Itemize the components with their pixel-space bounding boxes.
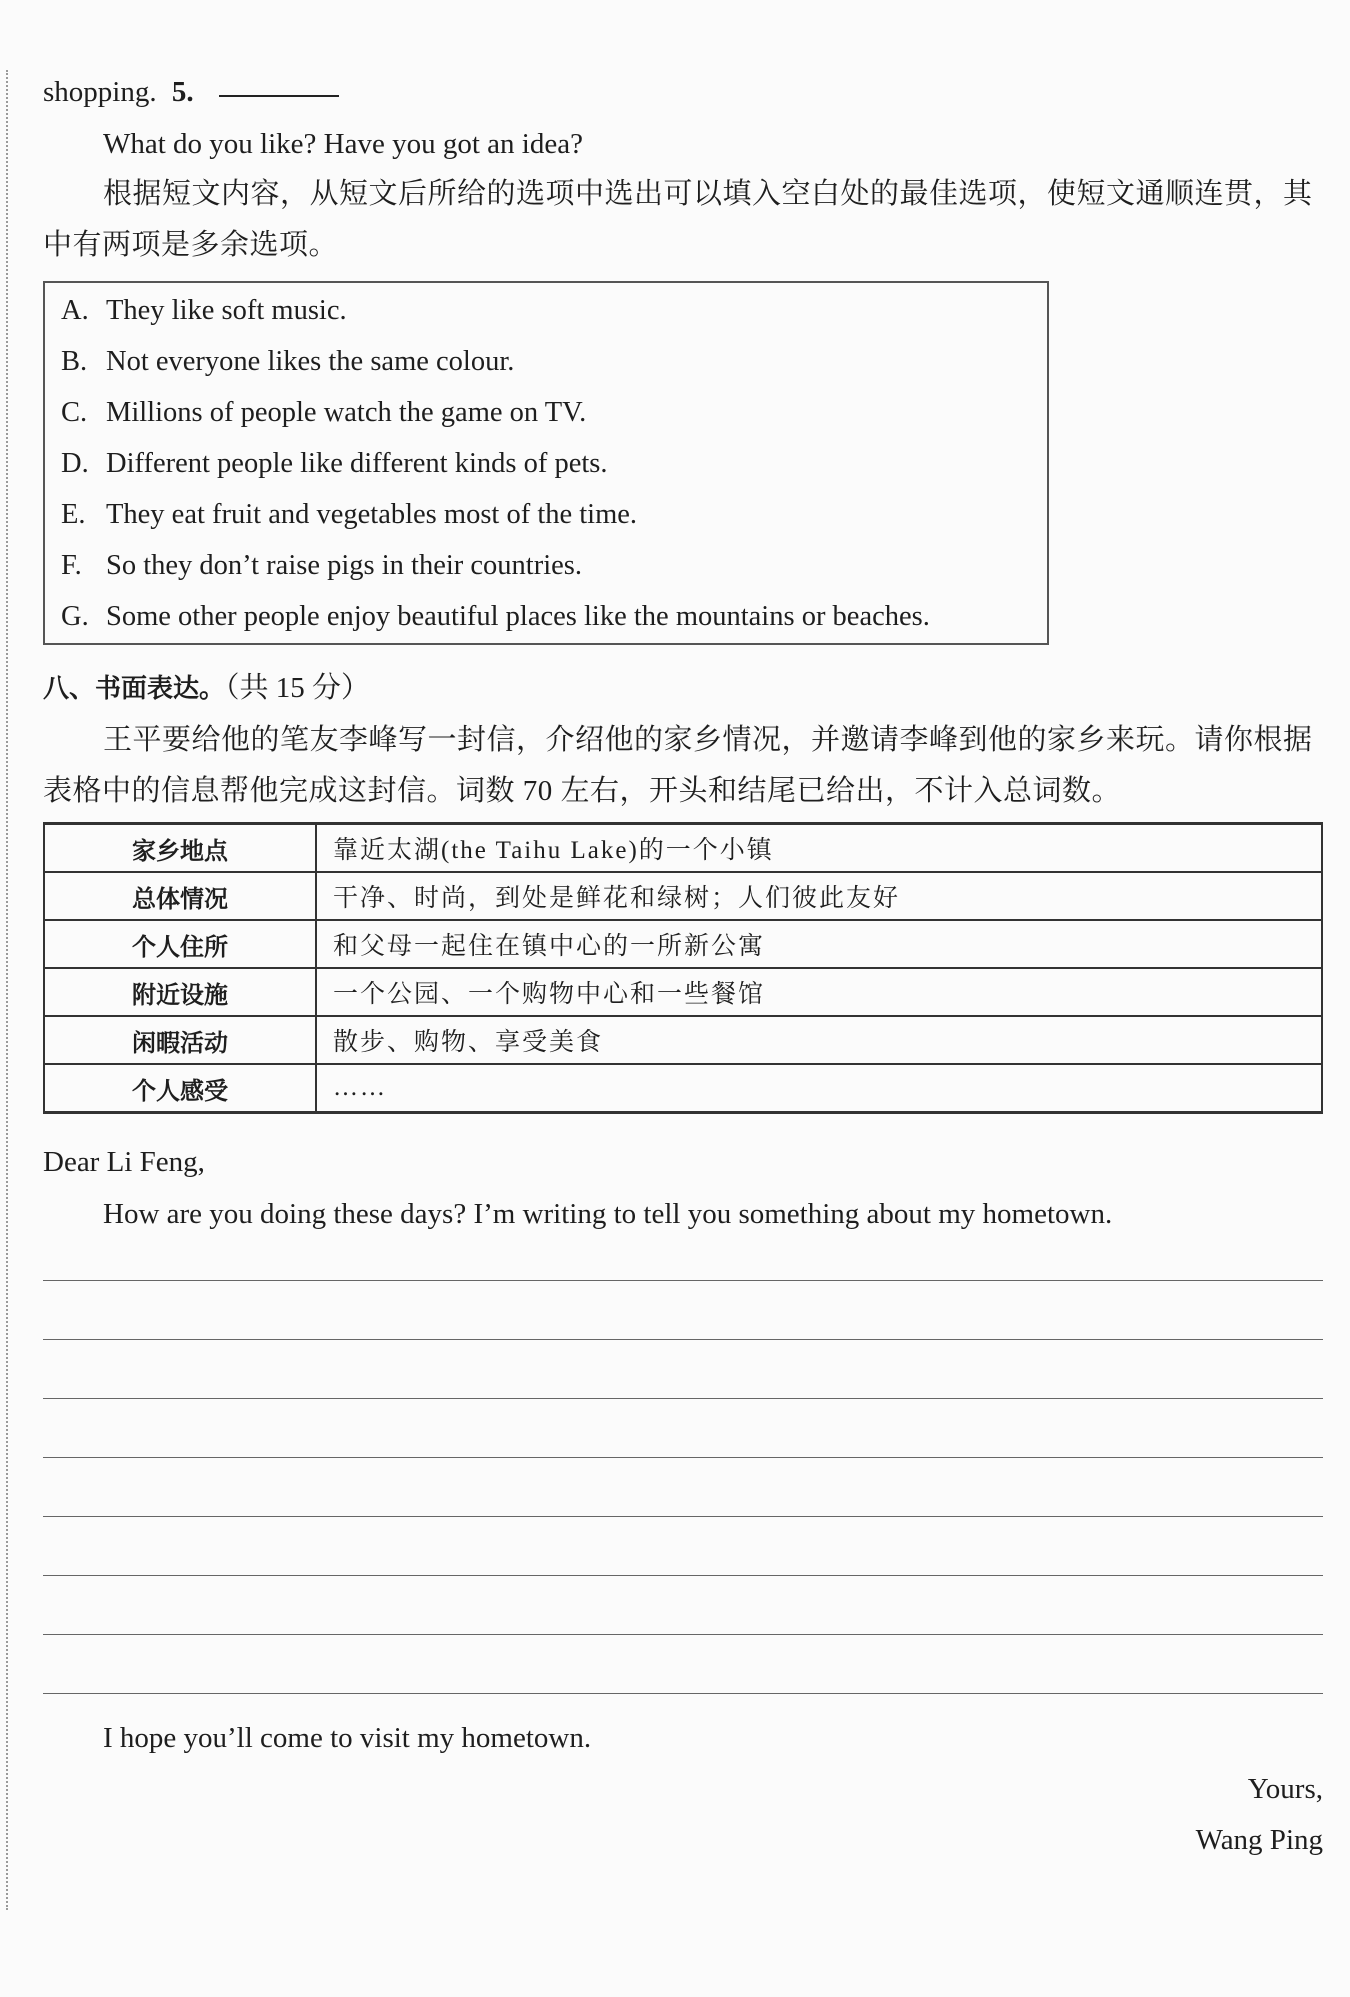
writing-line-5[interactable] xyxy=(43,1516,1323,1517)
row-value: 干净、时尚，到处是鲜花和绿树；人们彼此友好 xyxy=(316,872,1322,920)
table-row xyxy=(44,968,1322,1016)
option-a xyxy=(61,291,347,331)
table-row xyxy=(44,824,1322,873)
writing-line-3[interactable] xyxy=(43,1398,1323,1399)
option-text: They eat fruit and vegetables most of the time. xyxy=(106,499,638,530)
option-f xyxy=(61,546,582,586)
letter-greeting: Dear Li Feng, xyxy=(43,1146,205,1178)
section-8-heading: 八、书面表达。 xyxy=(43,674,226,704)
row-value: 靠近太湖(the Taihu Lake)的一个小镇 xyxy=(316,824,1322,873)
letter-signature: Wang Ping xyxy=(1195,1824,1323,1856)
table-row xyxy=(44,920,1322,968)
option-letter: D. xyxy=(61,448,89,479)
binding-margin-line xyxy=(6,70,8,1910)
table-row xyxy=(44,872,1322,920)
passage-text-fragment: shopping. xyxy=(43,76,157,108)
passage-last-line: What do you like? Have you got an idea? xyxy=(103,128,583,160)
instructions-line-2: 中有两项是多余选项。 xyxy=(43,229,339,261)
option-letter: F. xyxy=(61,550,82,581)
row-value: …… xyxy=(316,1064,1322,1113)
option-letter: C. xyxy=(61,397,88,428)
writing-line-1[interactable] xyxy=(43,1280,1323,1281)
option-letter: G. xyxy=(61,601,89,632)
writing-line-6[interactable] xyxy=(43,1575,1323,1576)
option-text: They like soft music. xyxy=(106,295,347,326)
writing-prompt-line-2: 表格中的信息帮他完成这封信。词数 70 左右，开头和结尾已给出，不计入总词数。 xyxy=(43,775,1122,807)
option-text: Different people like different kinds of pets. xyxy=(106,448,608,479)
answer-blank-5[interactable] xyxy=(219,94,339,97)
passage-ending-line xyxy=(43,72,339,112)
row-label: 个人感受 xyxy=(44,1064,316,1113)
writing-line-7[interactable] xyxy=(43,1634,1323,1635)
option-b xyxy=(61,342,514,382)
writing-line-8[interactable] xyxy=(43,1693,1323,1694)
option-text: Millions of people watch the game on TV. xyxy=(106,397,587,428)
question-number: 5. xyxy=(171,76,194,108)
letter-opening: How are you doing these days? I’m writing to tell you something about my hometown. xyxy=(103,1198,1113,1230)
option-e xyxy=(61,495,637,535)
letter-signoff: Yours, xyxy=(1247,1773,1323,1805)
option-letter: A. xyxy=(61,295,89,326)
row-value: 散步、购物、享受美食 xyxy=(316,1016,1322,1064)
row-value: 和父母一起住在镇中心的一所新公寓 xyxy=(316,920,1322,968)
option-text: Some other people enjoy beautiful places like the mountains or beaches. xyxy=(106,601,930,632)
option-c xyxy=(61,393,586,433)
writing-line-4[interactable] xyxy=(43,1457,1323,1458)
option-g xyxy=(61,597,930,637)
writing-prompt-line-1: 王平要给他的笔友李峰写一封信，介绍他的家乡情况，并邀请李峰到他的家乡来玩。请你根据 xyxy=(103,724,1313,756)
option-d xyxy=(61,444,608,484)
row-label: 总体情况 xyxy=(44,872,316,920)
section-8-heading-line xyxy=(43,668,370,709)
letter-closing: I hope you’ll come to visit my hometown. xyxy=(103,1722,592,1754)
instructions-line-1: 根据短文内容，从短文后所给的选项中选出可以填入空白处的最佳选项，使短文通顺连贯，其 xyxy=(103,178,1313,210)
option-letter: B. xyxy=(61,346,88,377)
option-text: Not everyone likes the same colour. xyxy=(106,346,515,377)
section-8-score: （共 15 分） xyxy=(225,672,371,704)
row-label: 家乡地点 xyxy=(44,824,316,873)
options-box xyxy=(43,281,1049,645)
hometown-info-table xyxy=(43,822,1323,1114)
table-row xyxy=(44,1016,1322,1064)
row-value: 一个公园、一个购物中心和一些餐馆 xyxy=(316,968,1322,1016)
row-label: 闲暇活动 xyxy=(44,1016,316,1064)
row-label: 个人住所 xyxy=(44,920,316,968)
row-label: 附近设施 xyxy=(44,968,316,1016)
option-letter: E. xyxy=(61,499,86,530)
option-text: So they don’t raise pigs in their countries. xyxy=(106,550,582,581)
writing-line-2[interactable] xyxy=(43,1339,1323,1340)
table-row xyxy=(44,1064,1322,1113)
